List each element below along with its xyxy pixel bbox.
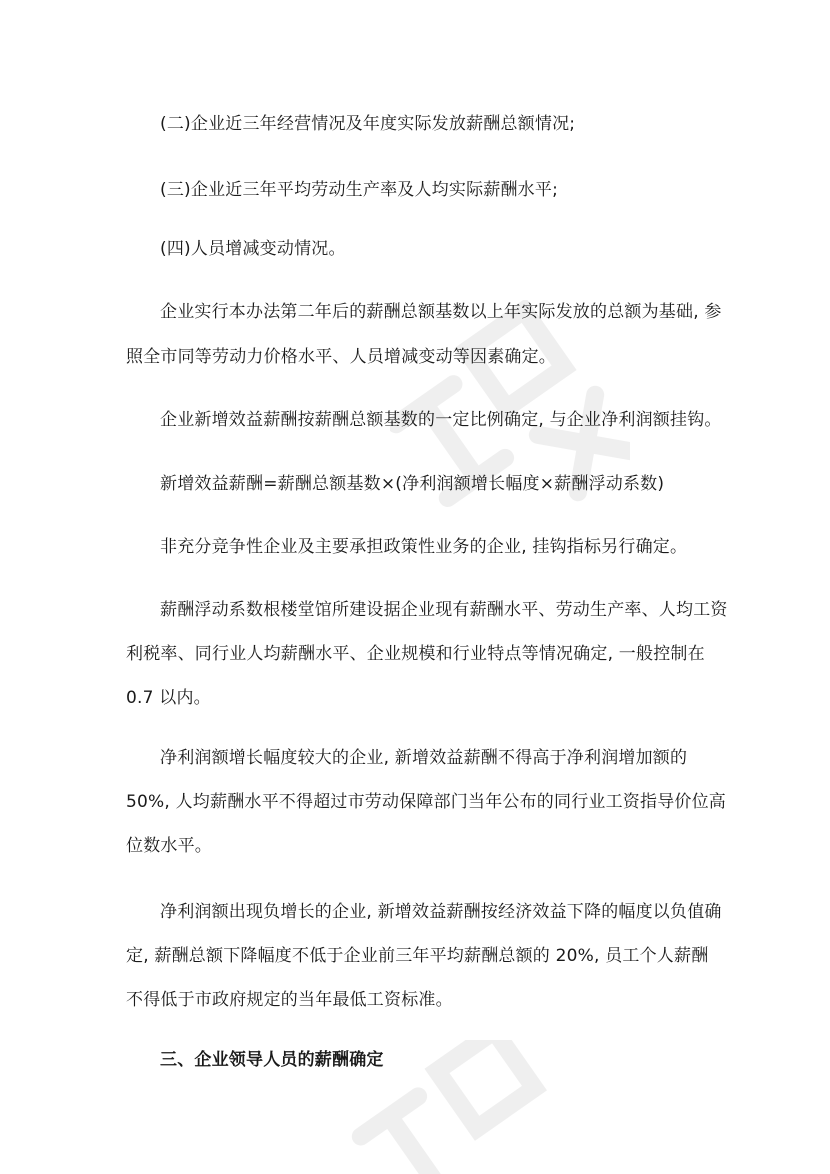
paragraph-item-4: (四)人员增减变动情况。	[160, 239, 346, 259]
formula-line: 新增效益薪酬=薪酬总额基数×(净利润额增长幅度×薪酬浮动系数)	[160, 474, 665, 494]
paragraph-base-line-1: 企业实行本办法第二年后的薪酬总额基数以上年实际发放的总额为基础, 参	[160, 302, 722, 322]
paragraph-coefficient-line-1: 薪酬浮动系数根楼堂馆所建设据企业现有薪酬水平、劳动生产率、人均工资	[160, 600, 728, 620]
paragraph-item-2: (二)企业近三年经营情况及年度实际发放薪酬总额情况;	[160, 114, 576, 134]
paragraph-growth-line-1: 净利润额增长幅度较大的企业, 新增效益薪酬不得高于净利润增加额的	[160, 748, 688, 768]
paragraph-new-benefit: 企业新增效益薪酬按薪酬总额基数的一定比例确定, 与企业净利润额挂钩。	[160, 410, 722, 430]
paragraph-noncompetitive: 非充分竞争性企业及主要承担政策性业务的企业, 挂钩指标另行确定。	[160, 537, 688, 557]
paragraph-coefficient-line-3: 0.7 以内。	[126, 688, 211, 708]
paragraph-negative-line-2: 定, 薪酬总额下降幅度不低于企业前三年平均薪酬总额的 20%, 员工个人薪酬	[126, 946, 709, 966]
paragraph-item-3: (三)企业近三年平均劳动生产率及人均实际薪酬水平;	[160, 180, 558, 200]
paragraph-coefficient-line-2: 利税率、同行业人均薪酬水平、企业规模和行业特点等情况确定, 一般控制在	[126, 644, 705, 664]
section-heading-3: 三、企业领导人员的薪酬确定	[160, 1050, 384, 1070]
paragraph-negative-line-3: 不得低于市政府规定的当年最低工资标准。	[126, 990, 453, 1010]
paragraph-growth-line-2: 50%, 人均薪酬水平不得超过市劳动保障部门当年公布的同行业工资指导价位高	[126, 792, 726, 812]
paragraph-base-line-2: 照全市同等劳动力价格水平、人员增减变动等因素确定。	[126, 347, 556, 367]
paragraph-negative-line-1: 净利润额出现负增长的企业, 新增效益薪酬按经济效益下降的幅度以负值确	[160, 902, 722, 922]
paragraph-growth-line-3: 位数水平。	[126, 836, 212, 856]
